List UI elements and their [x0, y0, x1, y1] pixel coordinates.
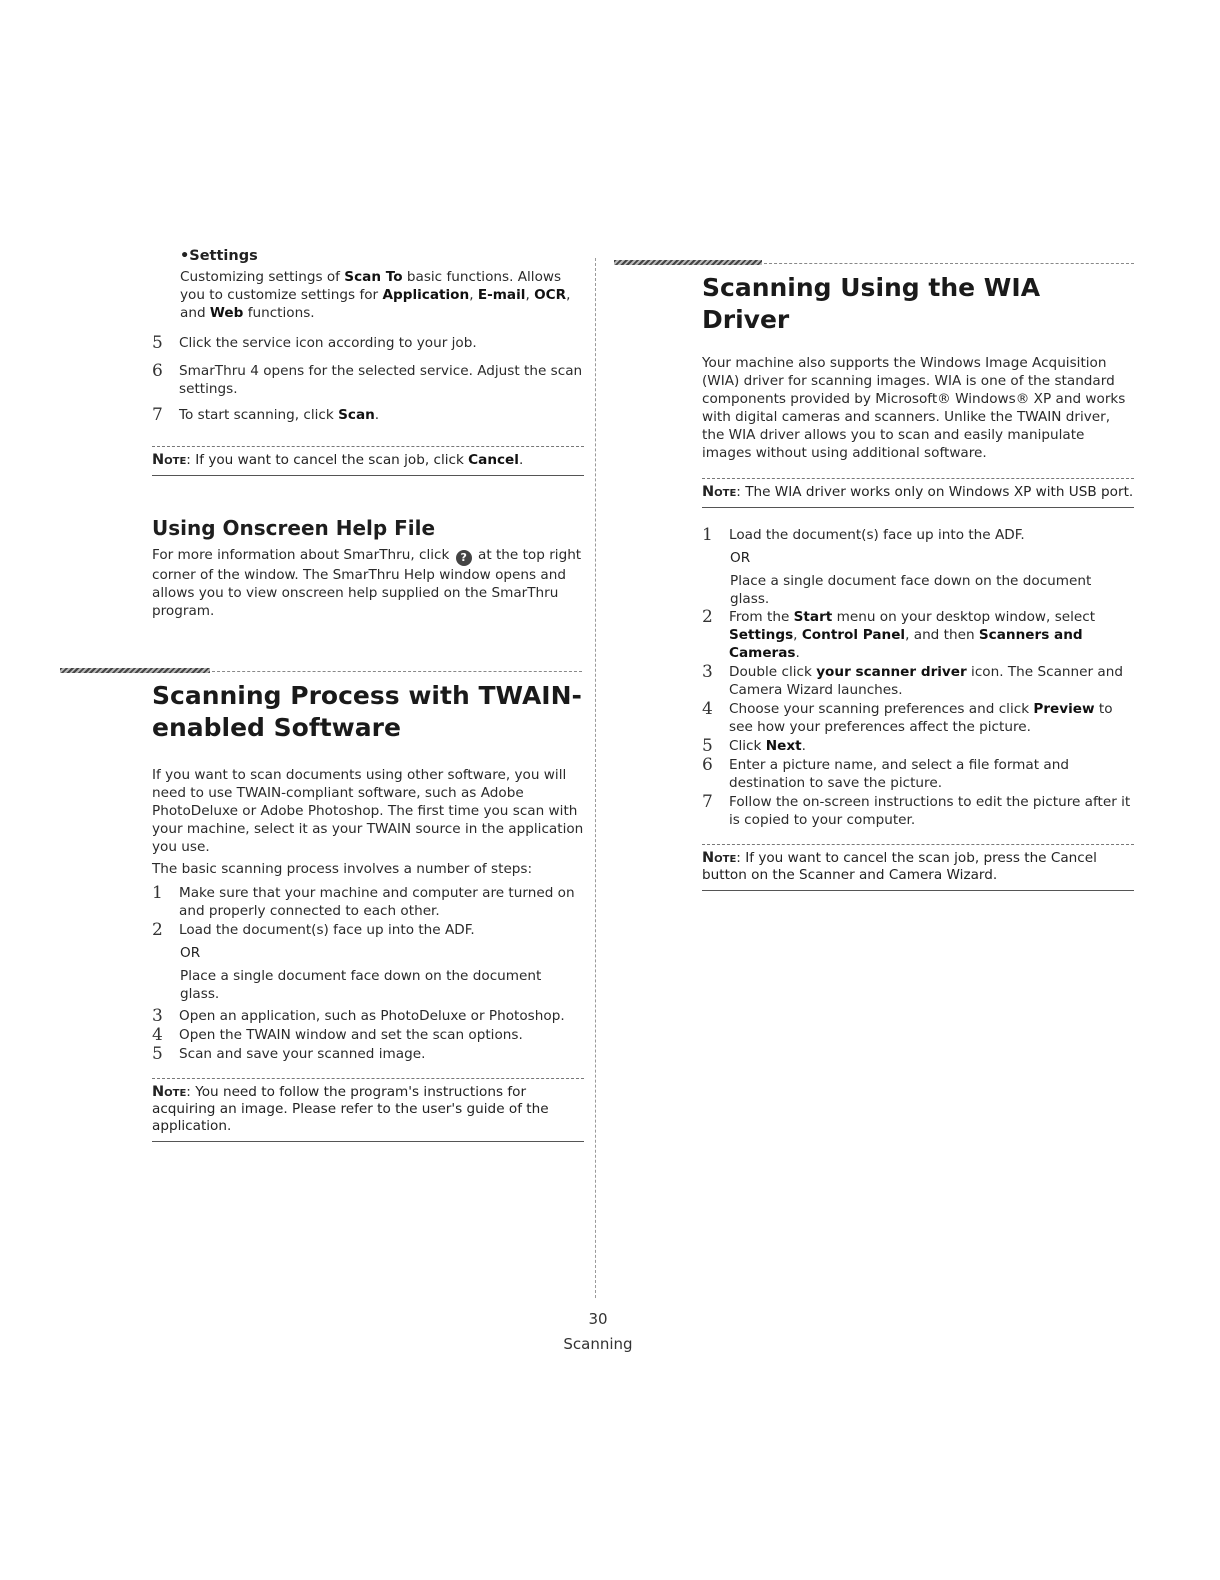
right-column — [702, 258, 1134, 891]
wia-alt: Place a single document face down on the document glass. — [730, 573, 1092, 607]
wia-step-4: 4 Choose your scanning preferences and click Preview to see how your preferences affect the picture. — [702, 699, 1113, 735]
step-5: 5 Click the service icon according to your job. — [152, 333, 477, 353]
wia-heading: Scanning Using the WIA Driver — [702, 273, 1041, 334]
note-wia-usb: Note: The WIA driver works only on Windows XP with USB port. — [702, 478, 1134, 508]
left-column — [152, 248, 584, 1142]
twain-step-3: 3 Open an application, such as PhotoDeluxe or Photoshop. — [152, 1006, 565, 1026]
twain-or: OR — [180, 945, 201, 961]
twain-step-2: 2 Load the document(s) face up into the ADF. — [152, 920, 475, 940]
page-number: 30 — [588, 1310, 608, 1328]
settings-description: Customizing settings of Scan To basic functions. Allows you to customize settings for Application, E-mail, OCR, and Web functions. — [180, 269, 571, 321]
twain-heading: Scanning Process with TWAIN-enabled Software — [152, 681, 582, 742]
wia-step-1: 1 Load the document(s) face up into the ADF. — [702, 525, 1025, 545]
section-divider-wia — [614, 258, 1134, 266]
wia-step-3: 3 Double click your scanner driver icon. The Scanner and Camera Wizard launches. — [702, 662, 1123, 698]
note-cancel: Note: If you want to cancel the scan job, click Cancel. — [152, 446, 584, 476]
section-divider-twain — [60, 666, 582, 674]
footer-section: Scanning — [563, 1335, 633, 1353]
step-6: 6 SmarThru 4 opens for the selected service. Adjust the scan settings. — [152, 361, 583, 397]
step-7: 7 To start scanning, click Scan. — [152, 405, 380, 425]
twain-step-4: 4 Open the TWAIN window and set the scan options. — [152, 1025, 523, 1045]
twain-intro: If you want to scan documents using other software, you will need to use TWAIN-compliant software, such as Adobe PhotoDeluxe or Adobe Photoshop. The first time you scan with your machine, select it as your TWAIN source in the application you use. — [152, 767, 584, 855]
twain-step-5: 5 Scan and save your scanned image. — [152, 1044, 426, 1064]
column-divider — [595, 258, 596, 1298]
settings-block — [180, 248, 584, 322]
wia-step-5: 5 Click Next. — [702, 736, 806, 756]
wia-step-2: 2 From the Start menu on your desktop window, select Settings, Control Panel, and then Scanners and Cameras. — [702, 607, 1096, 661]
twain-step-1: 1 Make sure that your machine and computer are turned on and properly connected to each other. — [152, 883, 575, 919]
wia-intro: Your machine also supports the Windows Image Acquisition (WIA) driver for scanning images. WIA is one of the standard components provided by Microsoft® Windows® XP and works with digital cameras and scanners. Unlike the TWAIN driver, the WIA driver allows you to scan and easily manipulate images without using additional software. — [702, 355, 1126, 461]
note-twain: Note: You need to follow the program's instructions for acquiring an image. Please refer to the user's guide of the application. — [152, 1078, 584, 1142]
help-icon: ? — [456, 550, 472, 566]
help-text: For more information about SmarThru, click ? at the top right corner of the window. The SmarThru Help window opens and allows you to view onscreen help supplied on the SmarThru program. — [152, 547, 582, 619]
twain-alt: Place a single document face down on the document glass. — [180, 968, 542, 1002]
wia-or: OR — [730, 550, 751, 566]
wia-step-7: 7 Follow the on-screen instructions to edit the picture after it is copied to your computer. — [702, 792, 1131, 828]
twain-basic: The basic scanning process involves a number of steps: — [152, 861, 533, 877]
wia-step-6: 6 Enter a picture name, and select a file format and destination to save the picture. — [702, 755, 1069, 791]
settings-heading: •Settings — [180, 248, 258, 264]
note-wia-cancel: Note: If you want to cancel the scan job, press the Cancel button on the Scanner and Camera Wizard. — [702, 844, 1134, 891]
help-heading: Using Onscreen Help File — [152, 516, 436, 540]
